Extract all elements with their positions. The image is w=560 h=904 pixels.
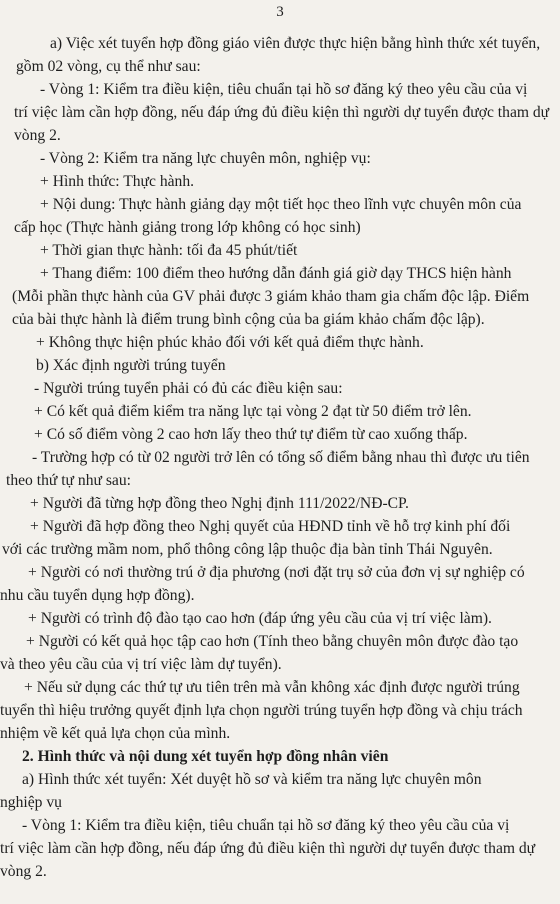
text-line: - Vòng 1: Kiểm tra điều kiện, tiêu chuẩn tại hồ sơ đăng ký theo yêu cầu của vị: [22, 817, 510, 834]
text-line: + Người có trình độ đào tạo cao hơn (đáp ứng yêu cầu của vị trí việc làm).: [28, 610, 492, 627]
text-line: với các trường mầm nom, phổ thông công lập thuộc địa bàn tỉnh Thái Nguyên.: [2, 541, 493, 558]
text-line: - Người trúng tuyển phải có đủ các điều kiện sau:: [34, 380, 343, 397]
text-line: cấp học (Thực hành giảng trong lớp không có học sinh): [14, 219, 361, 236]
text-line: + Thang điểm: 100 điểm theo hướng dẫn đánh giá giờ dạy THCS hiện hành: [40, 265, 512, 282]
text-line: + Nếu sử dụng các thứ tự ưu tiên trên mà vẫn không xác định được người trúng: [24, 679, 520, 696]
page-number: 3: [276, 4, 284, 20]
text-line: + Người đã từng hợp đồng theo Nghị định 111/2022/NĐ-CP.: [30, 495, 409, 512]
text-line: + Có số điểm vòng 2 cao hơn lấy theo thứ tự điểm từ cao xuống thấp.: [34, 426, 468, 443]
text-line: nhu cầu tuyển dụng hợp đồng).: [0, 587, 195, 604]
text-line: + Có kết quả điểm kiểm tra năng lực tại vòng 2 đạt từ 50 điểm trở lên.: [34, 403, 472, 420]
text-line: + Người có kết quả học tập cao hơn (Tính theo bằng chuyên môn được đào tạo: [26, 633, 519, 650]
text-line: b) Xác định người trúng tuyển: [36, 357, 226, 374]
text-line: vòng 2.: [14, 127, 61, 144]
text-line: + Không thực hiện phúc khảo đối với kết quả điểm thực hành.: [36, 334, 424, 351]
text-line: - Trường hợp có từ 02 người trở lên có tổng số điểm bằng nhau thì được ưu tiên: [32, 449, 530, 466]
section-heading: 2. Hình thức và nội dung xét tuyển hợp đồng nhân viên: [22, 748, 389, 765]
text-line: của bài thực hành là điểm trung bình cộng của ba giám khảo chấm độc lập).: [12, 311, 485, 328]
text-line: (Mỗi phần thực hành của GV phải được 3 giám khảo tham gia chấm độc lập. Điểm: [12, 288, 530, 305]
text-line: + Nội dung: Thực hành giảng dạy một tiết học theo lĩnh vực chuyên môn của: [40, 196, 522, 213]
text-line: tuyển thì hiệu trưởng quyết định lựa chọn người trúng tuyển hợp đồng và chịu trách: [0, 702, 523, 719]
text-line: trí việc làm cần hợp đồng, nếu đáp ứng đủ điều kiện thì người dự tuyển được tham dự: [14, 104, 550, 121]
text-line: - Vòng 1: Kiểm tra điều kiện, tiêu chuẩn tại hồ sơ đăng ký theo yêu cầu của vị: [40, 81, 528, 98]
text-line: - Vòng 2: Kiểm tra năng lực chuyên môn, nghiệp vụ:: [40, 150, 371, 167]
text-line: + Hình thức: Thực hành.: [40, 173, 195, 190]
text-line: theo thứ tự như sau:: [6, 472, 131, 489]
text-line: gồm 02 vòng, cụ thể như sau:: [16, 58, 201, 75]
text-line: + Thời gian thực hành: tối đa 45 phút/tiết: [40, 242, 298, 259]
text-line: nhiệm về kết quả lựa chọn của mình.: [0, 725, 231, 742]
text-line: a) Hình thức xét tuyển: Xét duyệt hồ sơ và kiểm tra năng lực chuyên môn: [22, 771, 482, 788]
text-line: vòng 2.: [0, 863, 47, 880]
text-line: + Người đã hợp đồng theo Nghị quyết của HĐND tỉnh về hỗ trợ kinh phí đối: [30, 518, 511, 535]
text-line: + Người có nơi thường trú ở địa phương (nơi đặt trụ sở của đơn vị sự nghiệp có: [28, 564, 525, 581]
text-line: trí việc làm cần hợp đồng, nếu đáp ứng đủ điều kiện thì người dự tuyển được tham dự: [0, 840, 536, 857]
text-line: nghiệp vụ: [0, 794, 62, 811]
text-line: và theo yêu cầu của vị trí việc làm dự tuyển).: [0, 656, 282, 673]
text-line: a) Việc xét tuyển hợp đồng giáo viên được thực hiện bằng hình thức xét tuyển,: [50, 35, 541, 52]
